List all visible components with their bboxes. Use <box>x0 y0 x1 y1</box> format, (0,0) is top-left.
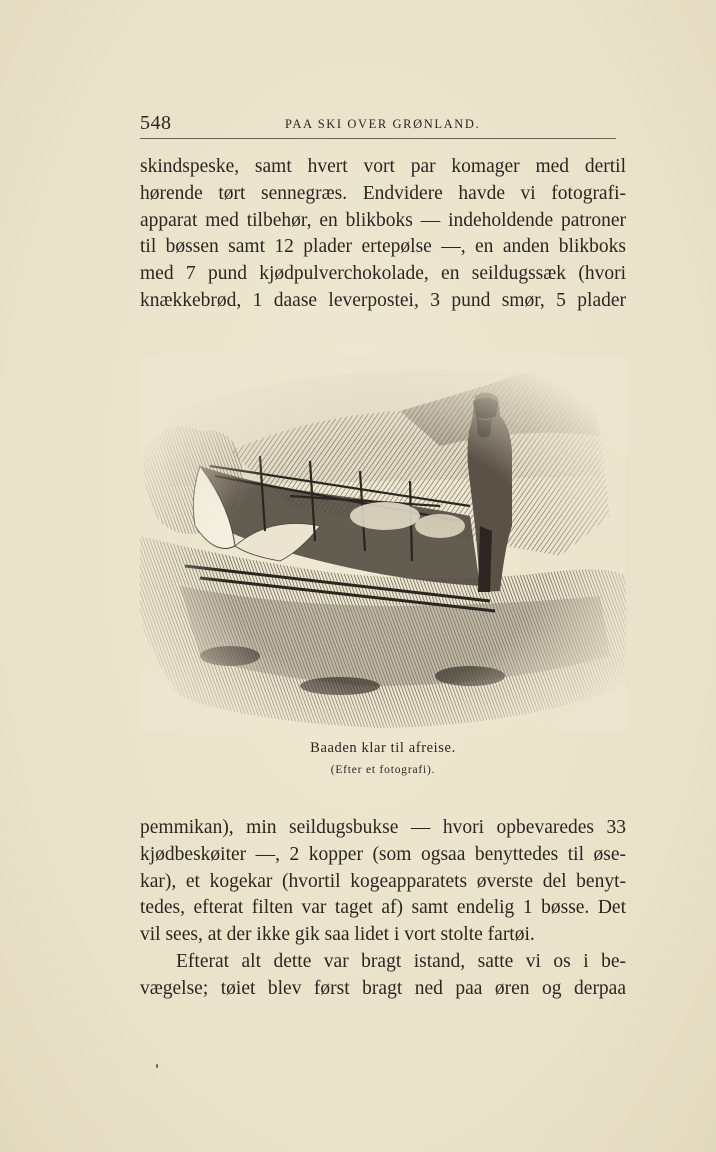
text-line: vil sees, at der ikke gik saa lidet i vort stolte fartøi. <box>140 924 535 946</box>
page-number: 548 <box>140 112 172 134</box>
text-line: kar), et kogekar (hvortil kogeapparatets øverste del benyt- <box>140 870 626 892</box>
text-line: pemmikan), min seildugsbukse — hvori opbevaredes 33 <box>140 817 626 838</box>
text-line: tedes, efterat filten var taget af) samt endelig 1 bøsse. Det <box>140 897 626 919</box>
text-line: med 7 pund kjødpulverchokolade, en seildugssæk (hvori <box>140 263 626 285</box>
text-line: knækkebrød, 1 daase leverpostei, 3 pund smør, 5 plader <box>140 289 626 311</box>
paper-speck <box>156 1064 158 1068</box>
text-line: apparat med tilbehør, en blikboks — indeholdende patroner <box>140 209 626 231</box>
text-line: skindspeske, samt hvert vort par komager med dertil <box>140 156 626 177</box>
page-header <box>140 110 616 140</box>
figure-credit: (Efter et fotografi). <box>330 764 436 776</box>
header-rule <box>140 138 616 139</box>
text-line: Efterat alt dette var bragt istand, satte vi os i be- <box>176 950 626 972</box>
text-line: vægelse; tøiet blev først bragt ned paa øren og derpaa <box>140 977 626 999</box>
text-line: til bøssen samt 12 plader ertepølse —, en anden blikboks <box>140 236 626 258</box>
text-line: hørende tørt sennegræs. Endvidere havde vi fotografi- <box>140 182 626 204</box>
text-line: kjødbeskøiter —, 2 kopper (som ogsaa benyttedes til øse- <box>140 843 626 865</box>
body-text-bottom <box>140 815 626 1003</box>
body-text-top <box>140 154 626 315</box>
engraving-boat-illustration <box>140 356 626 731</box>
running-head: PAA SKI OVER GRØNLAND. <box>285 117 481 131</box>
figure-caption: Baaden klar til afreise. <box>310 740 456 756</box>
